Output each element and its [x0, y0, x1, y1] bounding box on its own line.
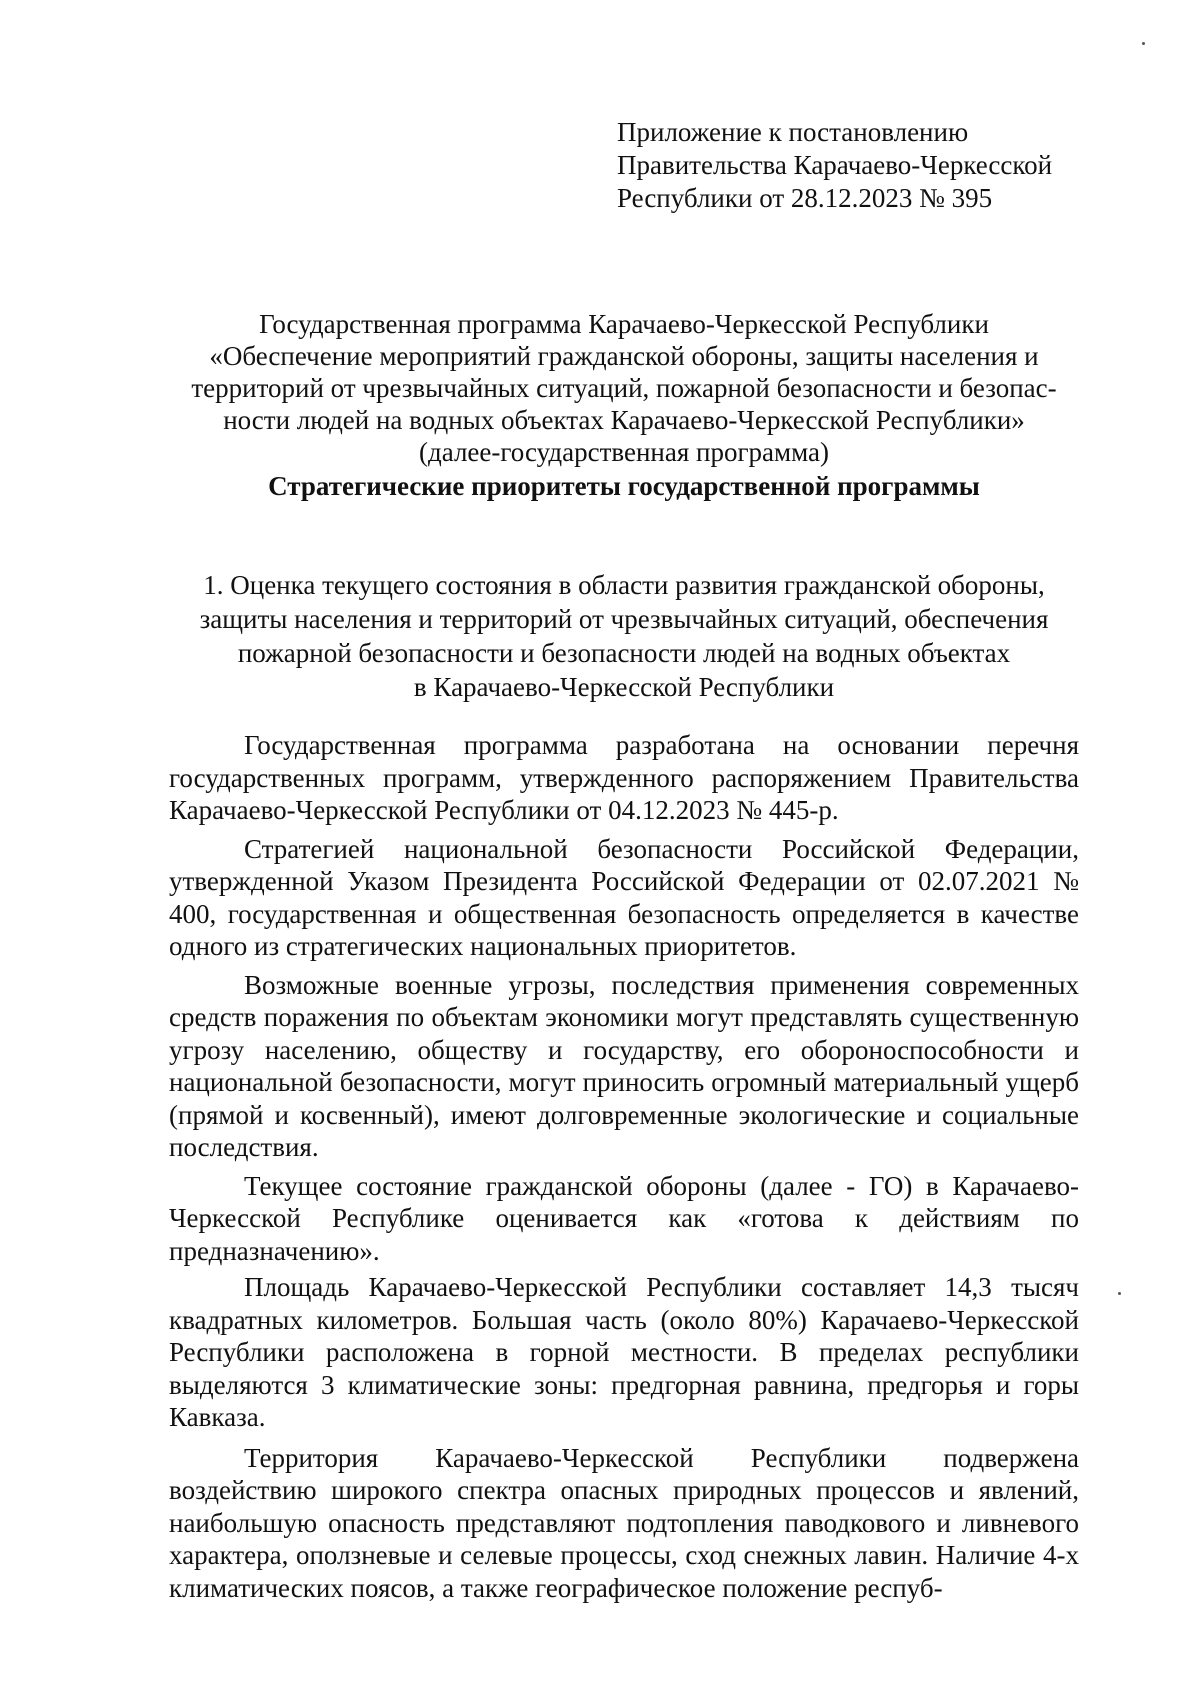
- title-line-2: «Обеспечение мероприятий гражданской обороны, защиты населения и: [209, 341, 1039, 371]
- program-title: [160, 308, 1088, 504]
- annex-header: [617, 116, 1137, 215]
- title-line-5: (далее-государственная программа): [419, 437, 829, 467]
- title-line-4: ности людей на водных объектах Карачаево-Черкесской Республики»: [223, 405, 1025, 435]
- paragraph: Государственная программа разработана на основании перечня государственных программ, утвержденного распоряжением Правительства Карачаево-Черкесской Республики от 04.12.2023 № 445-р.: [169, 730, 1079, 825]
- section-heading: [160, 568, 1088, 704]
- paragraph: Площадь Карачаево-Черкесской Республики составляет 14,3 тысяч квадратных километров. Большая часть (около 80%) Карачаево-Черкесской Республики расположена в горной местности. В пределах республики выделяются 3 климатические зоны: предгорная равнина, предгорья и горы Кавказа.: [169, 1272, 1079, 1432]
- strategic-priorities-heading: Стратегические приоритеты государственной программы: [268, 471, 980, 501]
- title-line-3: территорий от чрезвычайных ситуаций, пожарной безопасности и безопас-: [191, 373, 1057, 403]
- section-line-4: в Карачаево-Черкесской Республики: [413, 672, 835, 702]
- title-line-1: Государственная программа Карачаево-Черкесской Республики: [259, 309, 989, 339]
- scan-speck: [1142, 42, 1145, 45]
- annex-line-3: Республики от 28.12.2023 № 395: [617, 183, 993, 213]
- annex-line-1: Приложение к постановлению: [617, 117, 969, 147]
- section-line-1: 1. Оценка текущего состояния в области развития гражданской обороны,: [203, 570, 1045, 600]
- paragraph: Стратегией национальной безопасности Российской Федерации, утвержденной Указом Президента Российской Федерации от 02.07.2021 № 400, государственная и общественная безопасность определяется в качестве одного из стратегических национальных приоритетов.: [169, 833, 1079, 961]
- scan-speck: [1118, 1292, 1121, 1295]
- section-line-2: защиты населения и территорий от чрезвычайных ситуаций, обеспечения: [199, 604, 1049, 634]
- paragraph: Территория Карачаево-Черкесской Республики подвержена воздействию широкого спектра опасных природных процессов и явлений, наибольшую опасность представляют подтопления паводкового и ливневого характера, оползневые и селевые процессы, сход снежных лавин. Наличие 4-х климатических поясов, а также географическое положение респуб-: [169, 1442, 1079, 1603]
- body-text: [169, 729, 1079, 1610]
- section-line-3: пожарной безопасности и безопасности людей на водных объектах: [237, 638, 1011, 668]
- paragraph: Возможные военные угрозы, последствия применения современных средств поражения по объектам экономики могут представлять существенную угрозу населению, обществу и государству, его обороноспособности и национальной безопасности, могут приносить огромный материальный ущерб (прямой и косвенный), имеют долговременные экологические и социальные последствия.: [169, 969, 1079, 1162]
- annex-line-2: Правительства Карачаево-Черкесской: [617, 150, 1053, 180]
- paragraph: Текущее состояние гражданской обороны (далее - ГО) в Карачаево-Черкесской Республике оценивается как «готова к действиям по предназначению».: [169, 1170, 1079, 1266]
